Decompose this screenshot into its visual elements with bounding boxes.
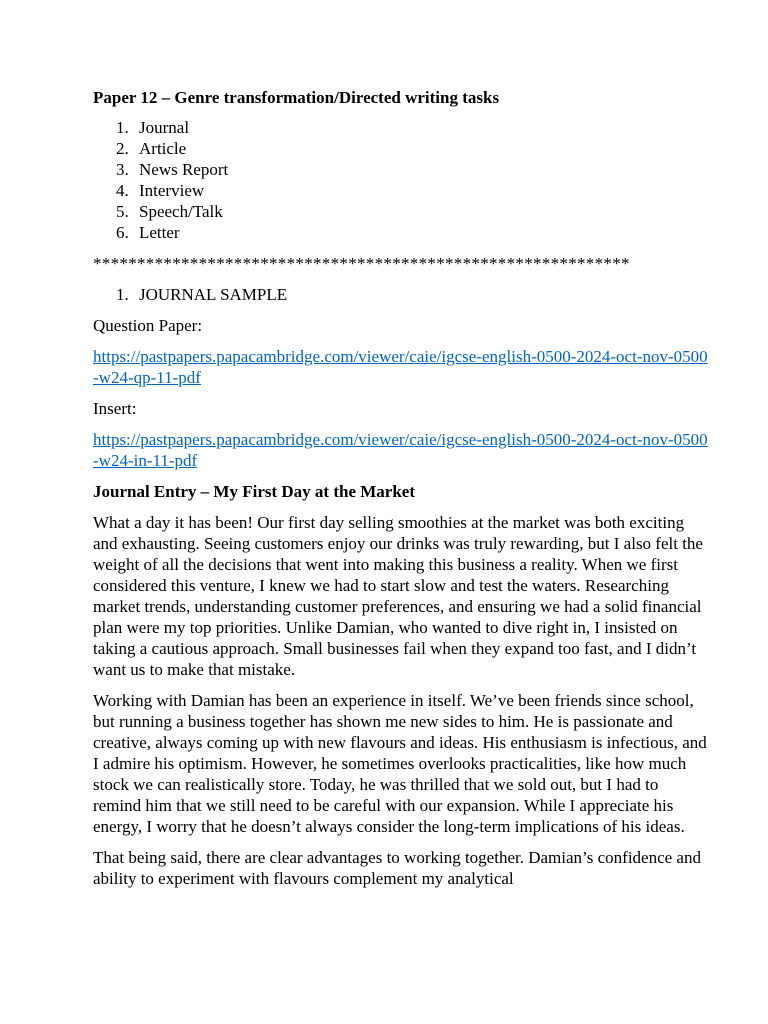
list-number: 5. — [116, 202, 129, 221]
journal-title: Journal Entry – My First Day at the Market — [93, 482, 416, 501]
insert-link[interactable]: https://pastpapers.papacambridge.com/viewer/caie/igcse-english-0500-2024-oct-nov-0500-w24-in-11-pdf — [93, 430, 708, 470]
list-number: 6. — [116, 223, 129, 242]
page-heading: Paper 12 – Genre transformation/Directed writing tasks — [93, 88, 500, 107]
list-label: News Report — [139, 160, 229, 179]
body-paragraph: What a day it has been! Our first day selling smoothies at the market was both exciting and exhausting. Seeing customers enjoy our drinks was truly rewarding, but I also felt the weight of all the decisions that went into making this business a reality. When we first considered this venture, I knew we had to start slow and test the waters. Researching market trends, understanding customer preferences, and ensuring we had a solid financial plan were my top priorities. Unlike Damian, who wanted to dive right in, I insisted on taking a cautious approach. Small businesses fail when they expand too fast, and I didn’t want us to make that mistake. — [93, 513, 703, 679]
question-paper-label: Question Paper: — [93, 316, 203, 335]
list-label: Journal — [139, 118, 190, 137]
insert-link-paragraph — [93, 429, 708, 471]
asterisk-divider: ************************************************************* — [93, 254, 630, 273]
list-number: 1. — [116, 118, 129, 137]
list-number: 4. — [116, 181, 129, 200]
question-paper-link-paragraph — [93, 346, 708, 388]
task-list-item — [93, 159, 708, 180]
task-list-item — [93, 201, 708, 222]
list-label: Article — [139, 139, 187, 158]
list-number: 1. — [116, 285, 129, 304]
body-paragraph: That being said, there are clear advantages to working together. Damian’s confidence and ability to experiment with flavours complement my analytical — [93, 848, 701, 888]
task-list-item — [93, 138, 708, 159]
task-list — [93, 117, 708, 243]
task-list-item — [93, 222, 708, 243]
list-number: 2. — [116, 139, 129, 158]
list-label: Letter — [139, 223, 180, 242]
question-paper-link[interactable]: https://pastpapers.papacambridge.com/viewer/caie/igcse-english-0500-2024-oct-nov-0500-w24-qp-11-pdf — [93, 347, 708, 387]
journal-sample-heading — [93, 284, 708, 305]
list-label: JOURNAL SAMPLE — [139, 285, 288, 304]
task-list-item — [93, 180, 708, 201]
list-number: 3. — [116, 160, 129, 179]
insert-label: Insert: — [93, 399, 137, 418]
task-list-item — [93, 117, 708, 138]
body-paragraph: Working with Damian has been an experience in itself. We’ve been friends since school, but running a business together has shown me new sides to him. He is passionate and creative, always coming up with new flavours and ideas. His enthusiasm is infectious, and I admire his optimism. However, he sometimes overlooks practicalities, like how much stock we can realistically store. Today, he was thrilled that we sold out, but I had to remind him that we still need to be careful with our expansion. While I appreciate his energy, I worry that he doesn’t always consider the long-term implications of his ideas. — [93, 691, 707, 836]
list-label: Interview — [139, 181, 205, 200]
list-label: Speech/Talk — [139, 202, 223, 221]
